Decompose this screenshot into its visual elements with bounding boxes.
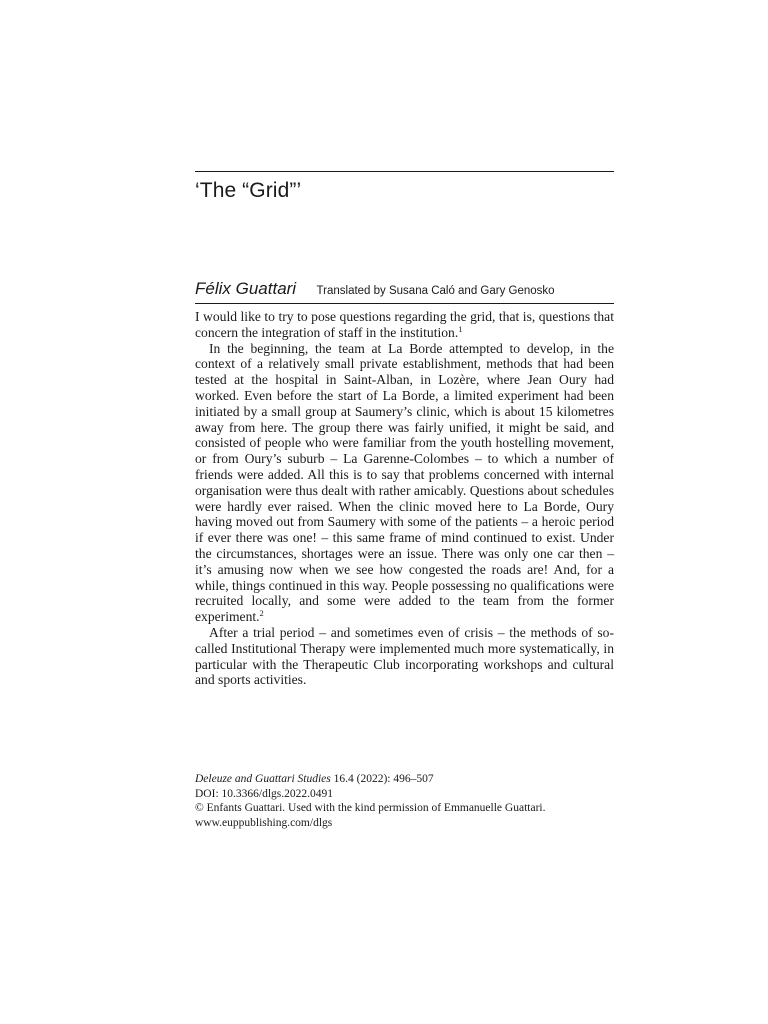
paragraph-1 <box>195 309 614 341</box>
paragraph-3-text: After a trial period – and sometimes even of crisis – the methods of so-called Institutional Therapy were implemented much more systematically, in particular with the Therapeutic Club incorporating workshops and cultural and sports activities. <box>195 624 614 688</box>
journal-name: Deleuze and Guattari Studies <box>195 773 331 785</box>
article-body <box>195 309 614 688</box>
top-rule <box>195 171 614 172</box>
paragraph-2 <box>195 341 614 625</box>
volume-pages: 16.4 (2022): 496–507 <box>330 773 434 785</box>
paragraph-2-text: In the beginning, the team at La Borde attempted to develop, in the context of a relatively small private establishment, methods that had been tested at the hospital in Saint-Alban, in Lozère, where Jean Oury had worked. Even before the start of La Borde, a limited experiment had been initiated by a small group at Saumery’s clinic, which is about 15 kilometres away from here. The group there was fairly unified, it might be said, and consisted of people who were familiar from the youth hostelling movement, or from Oury’s suburb – La Garenne-Colombes – to which a number of friends were added. All this is to say that problems concerned with internal organisation were thus dealt with rather amicably. Questions about schedules were hardly ever raised. When the clinic moved here to La Borde, Oury having moved out from Saumery with some of the patients – a heroic period if ever there was one! – this same frame of mind continued to exist. Under the circumstances, shortages were an issue. There was only one car then – it’s amusing now when we see how congested the roads are! And, for a while, things continued in this way. People possessing no qualifications were recruited locally, and some were added to the team from the former experiment. <box>195 340 614 625</box>
author-name: Félix Guattari <box>195 279 297 298</box>
journal-citation <box>195 772 614 787</box>
publication-footer <box>195 772 614 830</box>
article-title: ‘The “Grid”’ <box>195 179 302 202</box>
footnote-ref-1[interactable]: 1 <box>458 323 463 334</box>
doi-line[interactable]: DOI: 10.3366/dlgs.2022.0491 <box>195 787 333 800</box>
publisher-url[interactable]: www.euppublishing.com/dlgs <box>195 816 333 829</box>
translator-credit: Translated by Susana Caló and Gary Genosko <box>316 285 555 297</box>
article-page <box>195 0 614 1024</box>
copyright-line: © Enfants Guattari. Used with the kind permission of Emmanuelle Guattari. <box>195 802 546 814</box>
byline-rule <box>195 303 614 304</box>
paragraph-3 <box>195 625 614 688</box>
paragraph-1-text: I would like to try to pose questions regarding the grid, that is, questions that concern the integration of staff in the institution. <box>195 309 614 340</box>
footnote-ref-2[interactable]: 2 <box>259 608 264 619</box>
byline <box>195 279 614 299</box>
